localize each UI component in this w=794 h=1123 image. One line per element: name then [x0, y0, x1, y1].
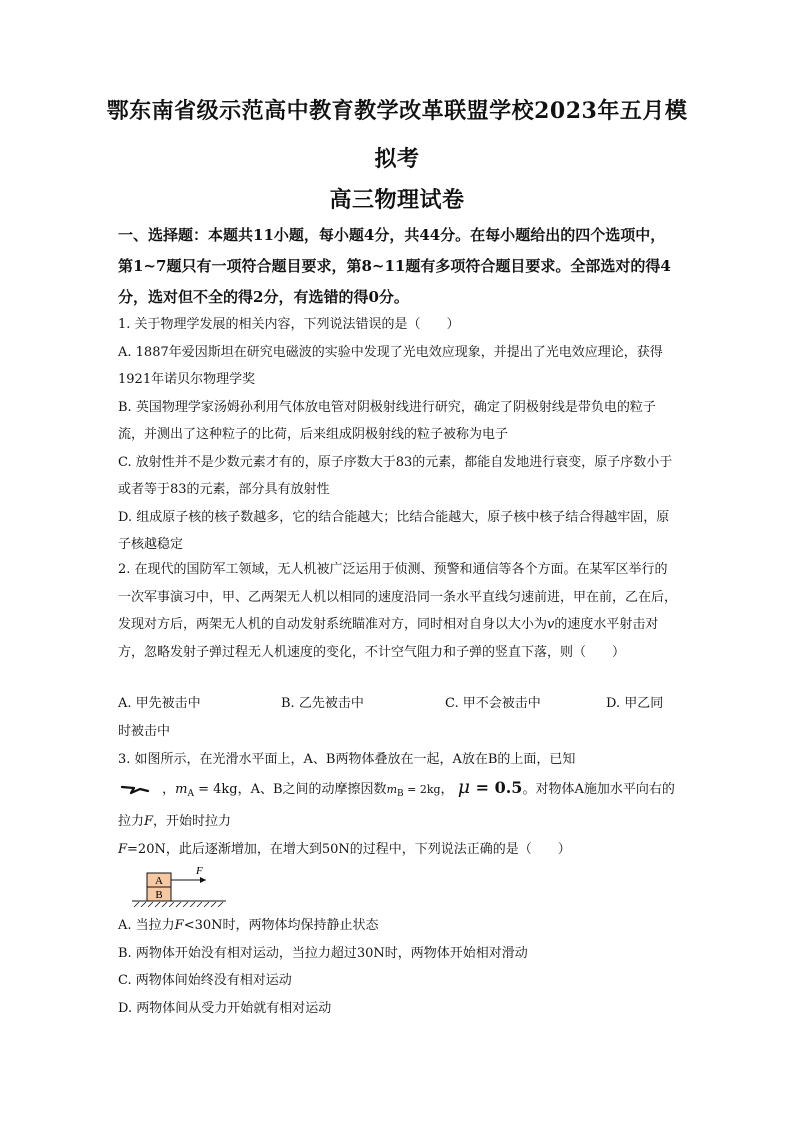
block-a-label: A: [155, 875, 163, 887]
question-1-option-a: A. 1887年爱因斯坦在研究电磁波的实验中发现了光电效应现象，并提出了光电效应理论，获得1921年诺贝尔物理学奖: [118, 344, 663, 387]
friction-coefficient-symbol: μ: [457, 775, 471, 798]
question-3-stem-part2: ，A、B之间的动摩擦因数: [237, 781, 387, 797]
mass-b-symbol: m: [386, 782, 397, 796]
exam-title-line2: 拟考: [374, 146, 420, 172]
question-2-options: [118, 690, 680, 745]
force-symbol-2: F: [118, 841, 128, 857]
force-symbol: F: [144, 814, 154, 829]
question-3: [118, 746, 680, 863]
mass-a-symbol: m: [175, 781, 188, 797]
exam-title-line1: 鄂东南省级示范高中教育教学改革联盟学校2023年五月模: [106, 98, 688, 124]
question-3-stem-part3: 。对物体A施加水平向右的拉力: [118, 781, 675, 829]
question-1-option-b: B. 英国物理学家汤姆孙利用气体放电管对阴极射线进行研究，确定了阴极射线是带负电的粒子流，并测出了这种粒子的比荷，后来组成阴极射线的粒子被称为电子: [118, 399, 656, 442]
section-1-heading: 一、选择题：本题共11小题，每小题4分，共44分。在每小题给出的四个选项中，第1~7题只有一项符合题目要求，第8~11题有多项符合题目要求。全部选对的得4分，选对但不全的得2分，有选错的得0分。: [118, 226, 671, 306]
question-2-option-d: D. 甲乙同: [606, 696, 664, 711]
force-label: F: [196, 865, 203, 877]
question-3-stem-part1: 3. 如图所示，在光滑水平面上，A、B两物体叠放在一起，A放在B的上面，已知: [118, 752, 576, 767]
question-2-stem-part1: 2. 在现代的国防军工领域，无人机被广泛运用于侦测、预警和通信等各个方面。在某军区举行的一次军事演习中，甲、乙两架无人机以相同的速度沿同一条水平直线匀速前进，甲在前，乙在后，发现对方后，两架无人机的自动发射系统瞄准对方，同时相对自身以大小为: [118, 562, 678, 632]
question-3-option-a: [118, 912, 680, 940]
block-b-label: B: [155, 889, 163, 901]
velocity-symbol: v: [547, 617, 555, 632]
question-1-option-d: D. 组成原子核的核子数越多，它的结合能越大；比结合能越大，原子核中核子结合得越牢固，原子核越稳定: [118, 509, 670, 552]
question-2-option-b: B. 乙先被击中: [281, 696, 364, 711]
mass-b-value: = 2kg: [403, 782, 441, 796]
question-2-stem: [118, 556, 680, 666]
question-3-option-b: B. 两物体开始没有相对运动，当拉力超过30N时，两物体开始相对滑动: [118, 945, 528, 961]
question-3-option-d: D. 两物体间从受力开始就有相对运动: [118, 1000, 332, 1016]
question-3-option-a-part2: <30N时，两物体均保持静止状态: [183, 918, 379, 933]
friction-coefficient-value: = 0.5: [470, 777, 523, 797]
exam-subtitle: 高三物理试卷: [329, 187, 465, 213]
question-3-option-c: C. 两物体间始终没有相对运动: [118, 973, 292, 988]
question-1-stem: 1. 关于物理学发展的相关内容，下列说法错误的是（ ）: [118, 317, 460, 332]
question-2: [118, 556, 680, 666]
question-3-option-a-part1: A. 当拉力: [118, 918, 175, 933]
question-2-option-a: A. 甲先被击中: [118, 696, 201, 711]
question-3-stem-part5: =20N，此后逐渐增加，在增大到50N的过程中，下列说法正确的是（ ）: [127, 841, 571, 857]
mass-a-value: = 4kg: [193, 781, 238, 797]
question-2-option-d-continued: 时被击中: [118, 723, 171, 739]
ground-hatching: [134, 902, 223, 907]
question-3-stem: 3. 如图所示，在光滑水平面上，A、B两物体叠放在一起，A放在B的上面，已知 ，$m_A = 4kg$，A、B之间的动摩擦因数$m_B = 2kg$， μ = 0.5。对物体A施加水平向右的拉力F，开始时拉力F=20N，此后逐渐增加，在增大到50N的过程中，下列说法正确的是（ ）: [118, 752, 675, 857]
mass-a-subscript: A: [187, 788, 194, 799]
blocks-diagram: [126, 862, 236, 910]
question-2-option-c: C. 甲不会被击中: [445, 696, 541, 711]
question-3-stem-part4: ，开始时拉力: [153, 814, 232, 829]
mass-b-subscript: B: [397, 788, 404, 799]
garbled-formula-icon: [118, 780, 158, 798]
question-3-options: [118, 912, 680, 1022]
question-1-option-c: C. 放射性并不是少数元素才有的，原子序数大于83的元素，都能自发地进行衰变，原子序数小于或者等于83的元素，部分具有放射性: [118, 454, 673, 497]
force-arrowhead: [200, 877, 206, 883]
question-1: [118, 311, 680, 559]
question-2-stem-part2: 的速度水平射击对方，忽略发射子弹过程无人机速度的变化，不计空气阻力和子弹的竖直下落，则（ ）: [118, 617, 659, 660]
force-symbol-3: F: [174, 918, 184, 933]
